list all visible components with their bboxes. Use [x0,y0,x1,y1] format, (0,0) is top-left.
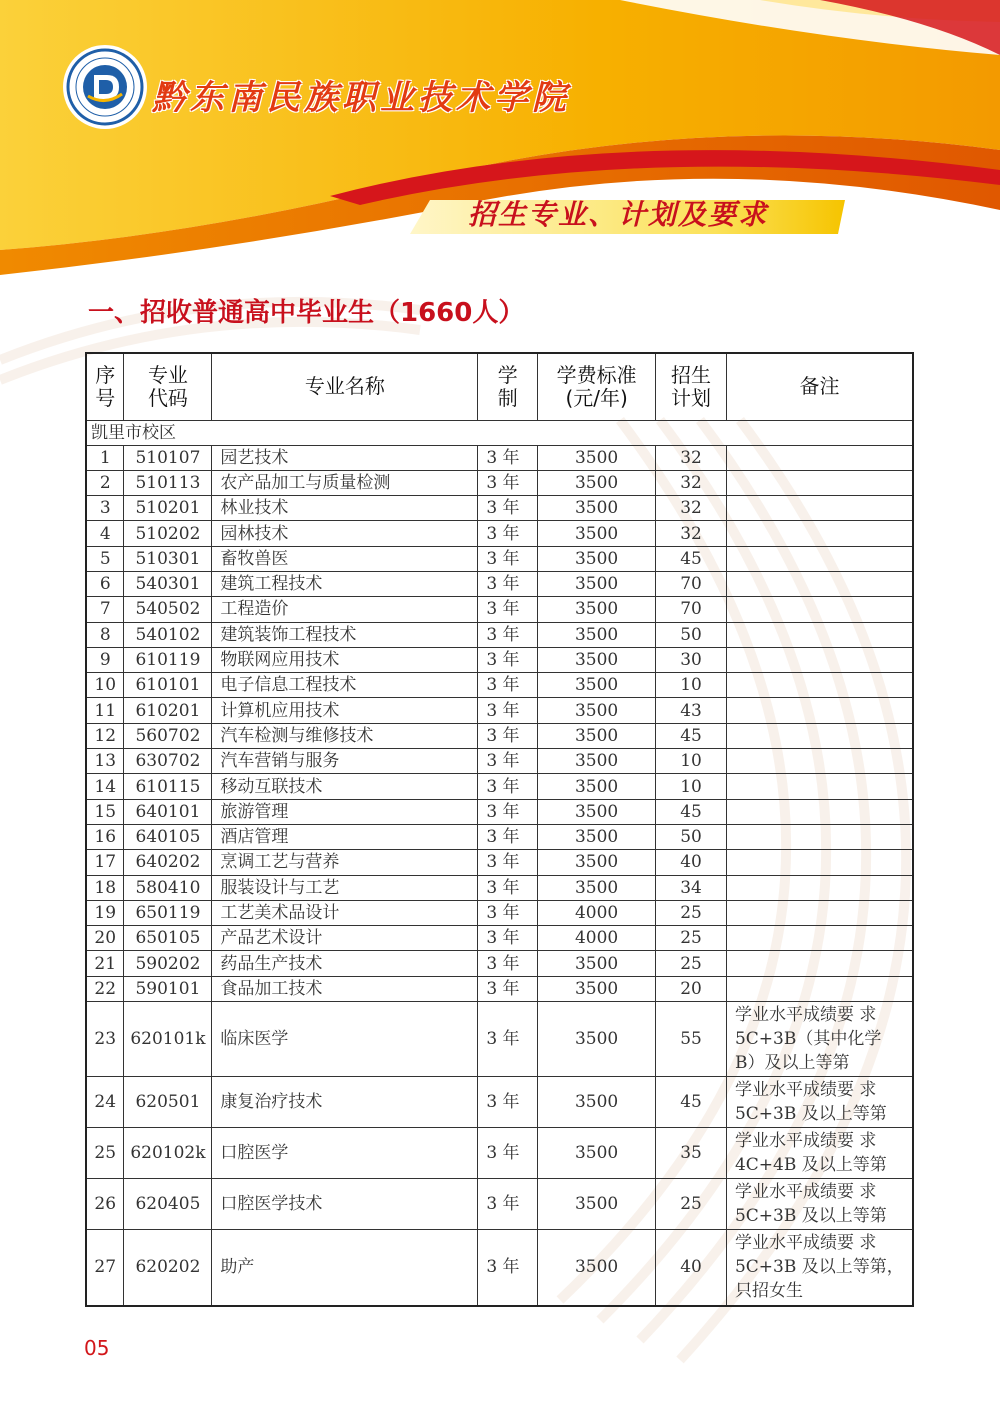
cell-note [726,799,913,824]
cell-plan: 40 [656,1230,727,1306]
cell-no: 26 [86,1179,124,1230]
school-logo-icon [66,48,144,126]
cell-note [726,976,913,1001]
table-row [86,799,913,824]
cell-code: 640105 [124,824,212,849]
cell-note [726,875,913,900]
cell-no: 22 [86,976,124,1001]
cell-note [726,470,913,495]
cell-years: 3 年 [478,850,538,875]
cell-name: 服装设计与工艺 [212,875,478,900]
cell-name: 康复治疗技术 [212,1077,478,1128]
cell-name: 园林技术 [212,521,478,546]
cell-name: 汽车营销与服务 [212,749,478,774]
cell-fee: 3500 [538,1179,656,1230]
cell-note [726,774,913,799]
cell-note [726,521,913,546]
table-row [86,723,913,748]
cell-fee: 3500 [538,521,656,546]
cell-years: 3 年 [478,698,538,723]
cell-name: 烹调工艺与营养 [212,850,478,875]
cell-fee: 3500 [538,774,656,799]
table-row [86,875,913,900]
cell-name: 食品加工技术 [212,976,478,1001]
cell-name: 口腔医学技术 [212,1179,478,1230]
cell-name: 畜牧兽医 [212,546,478,571]
cell-note: 学业水平成绩要 求5C+3B 及以上等第，只招女生 [726,1230,913,1306]
cell-years: 3 年 [478,1128,538,1179]
cell-code: 620102k [124,1128,212,1179]
cell-code: 510107 [124,445,212,470]
cell-name: 物联网应用技术 [212,647,478,672]
cell-plan: 43 [656,698,727,723]
cell-note [726,622,913,647]
cell-no: 6 [86,571,124,596]
cell-code: 620501 [124,1077,212,1128]
cell-plan: 55 [656,1002,727,1077]
cell-code: 620202 [124,1230,212,1306]
cell-years: 3 年 [478,622,538,647]
cell-code: 650105 [124,926,212,951]
cell-years: 3 年 [478,824,538,849]
cell-note [726,850,913,875]
cell-code: 590101 [124,976,212,1001]
cell-code: 510113 [124,470,212,495]
cell-plan: 45 [656,723,727,748]
header-name: 专业名称 [212,353,478,420]
cell-years: 3 年 [478,976,538,1001]
cell-note: 学业水平成绩要 求5C+3B（其中化学 B）及以上等第 [726,1002,913,1077]
cell-code: 630702 [124,749,212,774]
cell-no: 27 [86,1230,124,1306]
cell-code: 620101k [124,1002,212,1077]
table-row [86,900,913,925]
section-title: 招生专业、计划及要求 [468,198,769,231]
cell-code: 540502 [124,597,212,622]
cell-fee: 3500 [538,1077,656,1128]
table-row [86,597,913,622]
cell-name: 计算机应用技术 [212,698,478,723]
cell-fee: 3500 [538,470,656,495]
table-row [86,1128,913,1179]
table-row [86,673,913,698]
table-row [86,976,913,1001]
table-row [86,774,913,799]
cell-plan: 25 [656,1179,727,1230]
cell-plan: 20 [656,976,727,1001]
header-plan: 招生计划 [656,353,727,420]
cell-plan: 40 [656,850,727,875]
cell-years: 3 年 [478,749,538,774]
cell-fee: 3500 [538,647,656,672]
cell-note: 学业水平成绩要 求5C+3B 及以上等第 [726,1077,913,1128]
cell-fee: 3500 [538,571,656,596]
cell-no: 20 [86,926,124,951]
table-row [86,1077,913,1128]
cell-fee: 3500 [538,622,656,647]
cell-fee: 3500 [538,1128,656,1179]
cell-fee: 3500 [538,875,656,900]
cell-note [726,824,913,849]
cell-name: 林业技术 [212,496,478,521]
cell-fee: 4000 [538,900,656,925]
cell-code: 640101 [124,799,212,824]
table-row [86,698,913,723]
cell-fee: 4000 [538,926,656,951]
cell-note [726,597,913,622]
cell-code: 650119 [124,900,212,925]
cell-name: 园艺技术 [212,445,478,470]
cell-fee: 3500 [538,673,656,698]
cell-note [726,723,913,748]
cell-fee: 3500 [538,850,656,875]
cell-no: 17 [86,850,124,875]
cell-years: 3 年 [478,546,538,571]
cell-no: 18 [86,875,124,900]
cell-fee: 3500 [538,546,656,571]
cell-no: 14 [86,774,124,799]
cell-years: 3 年 [478,496,538,521]
cell-years: 3 年 [478,445,538,470]
cell-plan: 10 [656,749,727,774]
cell-plan: 32 [656,470,727,495]
cell-plan: 50 [656,622,727,647]
cell-no: 25 [86,1128,124,1179]
cell-no: 11 [86,698,124,723]
cell-fee: 3500 [538,976,656,1001]
cell-years: 3 年 [478,951,538,976]
cell-name: 旅游管理 [212,799,478,824]
cell-no: 12 [86,723,124,748]
cell-name: 移动互联技术 [212,774,478,799]
cell-code: 540102 [124,622,212,647]
cell-name: 酒店管理 [212,824,478,849]
cell-years: 3 年 [478,1179,538,1230]
cell-note [726,445,913,470]
cell-years: 3 年 [478,875,538,900]
cell-note [726,496,913,521]
cell-name: 电子信息工程技术 [212,673,478,698]
cell-note [726,571,913,596]
table-row [86,571,913,596]
cell-name: 汽车检测与维修技术 [212,723,478,748]
cell-years: 3 年 [478,774,538,799]
cell-note [726,951,913,976]
cell-plan: 70 [656,571,727,596]
cell-name: 产品艺术设计 [212,926,478,951]
cell-years: 3 年 [478,521,538,546]
campus-row [86,420,913,445]
cell-years: 3 年 [478,470,538,495]
header-years: 学制 [478,353,538,420]
cell-fee: 3500 [538,698,656,723]
cell-no: 3 [86,496,124,521]
cell-years: 3 年 [478,926,538,951]
cell-note: 学业水平成绩要 求4C+4B 及以上等第 [726,1128,913,1179]
cell-code: 620405 [124,1179,212,1230]
enrollment-plan-table [85,352,914,1307]
cell-years: 3 年 [478,1077,538,1128]
cell-years: 3 年 [478,723,538,748]
cell-years: 3 年 [478,799,538,824]
cell-no: 7 [86,597,124,622]
cell-note [726,749,913,774]
cell-code: 590202 [124,951,212,976]
cell-no: 2 [86,470,124,495]
cell-fee: 3500 [538,445,656,470]
cell-no: 13 [86,749,124,774]
cell-plan: 45 [656,1077,727,1128]
cell-no: 8 [86,622,124,647]
table-row [86,1230,913,1306]
cell-plan: 32 [656,521,727,546]
cell-name: 口腔医学 [212,1128,478,1179]
cell-name: 工程造价 [212,597,478,622]
cell-plan: 50 [656,824,727,849]
cell-no: 9 [86,647,124,672]
cell-name: 建筑工程技术 [212,571,478,596]
cell-plan: 30 [656,647,727,672]
cell-plan: 10 [656,673,727,698]
cell-no: 1 [86,445,124,470]
cell-name: 农产品加工与质量检测 [212,470,478,495]
cell-plan: 34 [656,875,727,900]
cell-fee: 3500 [538,824,656,849]
header-fee: 学费标准(元/年) [538,353,656,420]
cell-code: 580410 [124,875,212,900]
header-code: 专业代码 [124,353,212,420]
cell-plan: 25 [656,951,727,976]
cell-code: 610101 [124,673,212,698]
cell-years: 3 年 [478,900,538,925]
cell-years: 3 年 [478,1002,538,1077]
cell-no: 5 [86,546,124,571]
subtitle: 一、招收普通高中毕业生（1660人） [88,298,525,328]
cell-code: 540301 [124,571,212,596]
table-row [86,622,913,647]
cell-no: 24 [86,1077,124,1128]
table-row [86,1002,913,1077]
cell-code: 510202 [124,521,212,546]
cell-no: 23 [86,1002,124,1077]
cell-no: 16 [86,824,124,849]
cell-no: 10 [86,673,124,698]
cell-note [726,900,913,925]
cell-fee: 3500 [538,749,656,774]
cell-plan: 25 [656,926,727,951]
cell-years: 3 年 [478,673,538,698]
cell-plan: 45 [656,546,727,571]
table-row [86,445,913,470]
table-row [86,951,913,976]
cell-name: 药品生产技术 [212,951,478,976]
cell-code: 610115 [124,774,212,799]
cell-name: 工艺美术品设计 [212,900,478,925]
cell-plan: 32 [656,445,727,470]
cell-note [726,546,913,571]
cell-no: 4 [86,521,124,546]
table-row [86,926,913,951]
cell-note [726,673,913,698]
table-row [86,647,913,672]
cell-no: 21 [86,951,124,976]
cell-years: 3 年 [478,647,538,672]
header-note: 备注 [726,353,913,420]
cell-fee: 3500 [538,597,656,622]
cell-fee: 3500 [538,1230,656,1306]
cell-plan: 70 [656,597,727,622]
table-row [86,470,913,495]
table-row [86,850,913,875]
cell-name: 临床医学 [212,1002,478,1077]
cell-code: 640202 [124,850,212,875]
table-row [86,521,913,546]
cell-code: 510201 [124,496,212,521]
cell-code: 610119 [124,647,212,672]
cell-name: 建筑装饰工程技术 [212,622,478,647]
cell-note [726,698,913,723]
cell-plan: 32 [656,496,727,521]
cell-fee: 3500 [538,723,656,748]
cell-code: 560702 [124,723,212,748]
cell-fee: 3500 [538,1002,656,1077]
cell-no: 15 [86,799,124,824]
cell-years: 3 年 [478,1230,538,1306]
cell-note: 学业水平成绩要 求5C+3B 及以上等第 [726,1179,913,1230]
cell-name: 助产 [212,1230,478,1306]
school-name: 黔东南民族职业技术学院 [152,78,570,118]
cell-code: 610201 [124,698,212,723]
cell-fee: 3500 [538,496,656,521]
cell-fee: 3500 [538,951,656,976]
table-row [86,496,913,521]
page-number: 05 [84,1336,110,1360]
cell-code: 510301 [124,546,212,571]
cell-plan: 25 [656,900,727,925]
table-row [86,824,913,849]
campus-label: 凯里市校区 [86,420,913,445]
header-no: 序号 [86,353,124,420]
table-row [86,546,913,571]
cell-years: 3 年 [478,571,538,596]
table-row [86,749,913,774]
cell-fee: 3500 [538,799,656,824]
cell-no: 19 [86,900,124,925]
cell-years: 3 年 [478,597,538,622]
cell-note [726,926,913,951]
cell-plan: 10 [656,774,727,799]
table-header-row [86,353,913,420]
cell-note [726,647,913,672]
cell-plan: 45 [656,799,727,824]
table-row [86,1179,913,1230]
cell-plan: 35 [656,1128,727,1179]
